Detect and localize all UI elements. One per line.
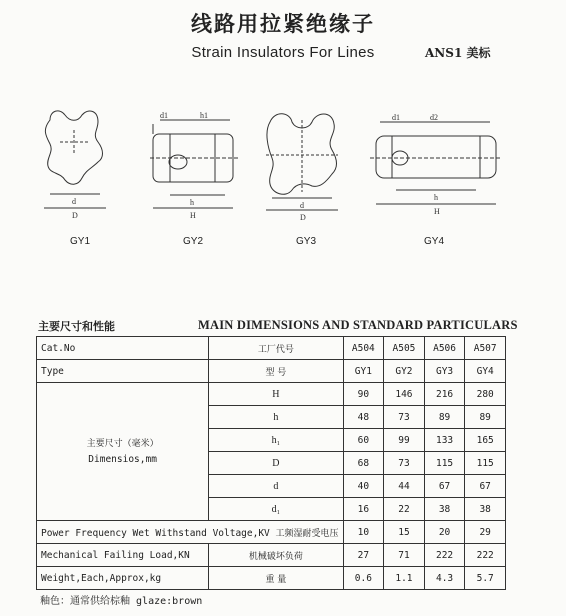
dim-label-h1: h1	[200, 111, 208, 120]
table-cell: GY3	[424, 360, 465, 383]
dimensions-label-cn: 主要尺寸（毫米）	[86, 438, 159, 449]
dimensions-label-en: Dimensios,mm	[88, 453, 157, 465]
dim-label-d: d	[72, 197, 76, 206]
dim-label-D-gy3: D	[300, 213, 306, 222]
table-cell: 73	[384, 452, 425, 475]
catno-label-en: Cat.No	[37, 337, 209, 360]
table-cell: 115	[424, 452, 465, 475]
table-cell: A504	[343, 337, 384, 360]
mech-label-en: Mechanical Failing Load,KN	[37, 544, 209, 567]
table-cell: 71	[384, 544, 425, 567]
power-label-en: Power Frequency Wet Withstand Voltage,KV	[41, 527, 270, 539]
type-label-en: Type	[37, 360, 209, 383]
dim-label-h-gy4: h	[434, 193, 438, 202]
table-cell: A506	[424, 337, 465, 360]
power-label-cn: 工频湿耐受电压	[275, 528, 339, 539]
glaze-note-en: glaze:brown	[136, 596, 203, 607]
table-cell: GY4	[465, 360, 506, 383]
gy3-drawing	[266, 114, 338, 210]
dim-label-H: H	[190, 211, 196, 220]
glaze-note	[40, 592, 202, 607]
table-cell: 16	[343, 498, 384, 521]
type-label-cn: 型 号	[209, 360, 343, 383]
table-cell: 68	[343, 452, 384, 475]
table-cell: 89	[465, 406, 506, 429]
table-cell: 115	[465, 452, 506, 475]
dim-label-d1: d1	[160, 111, 168, 120]
section-title-cn: 主要尺寸和性能	[38, 320, 115, 333]
figure-label-gy1: GY1	[70, 236, 91, 247]
gy4-drawing	[370, 122, 502, 204]
table-row-type	[37, 360, 506, 383]
table-cell: 10	[343, 521, 384, 544]
dim-label-d-gy3: d	[300, 201, 304, 210]
dim-label-d1-gy4: d1	[392, 113, 400, 122]
catno-label-cn: 工厂代号	[209, 337, 343, 360]
insulator-drawings	[20, 100, 540, 230]
table-row-weight	[37, 567, 506, 590]
table-cell: 90	[343, 383, 384, 406]
table-cell: 38	[424, 498, 465, 521]
dim-symbol: D	[209, 452, 343, 475]
table-cell: 20	[424, 521, 465, 544]
dimensions-label	[37, 383, 209, 521]
table-cell: 29	[465, 521, 506, 544]
figure-label-gy2: GY2	[183, 236, 204, 247]
table-cell: 27	[343, 544, 384, 567]
gy1-drawing	[44, 111, 106, 208]
table-cell: 73	[384, 406, 425, 429]
table-cell: 40	[343, 475, 384, 498]
glaze-note-cn: 釉色：通常供给棕釉	[40, 596, 130, 607]
table-cell: 60	[343, 429, 384, 452]
table-cell: 15	[384, 521, 425, 544]
specifications-table	[36, 336, 506, 590]
mech-label-cn: 机械破坏负荷	[209, 544, 343, 567]
dim-symbol: H	[209, 383, 343, 406]
table-cell: 5.7	[465, 567, 506, 590]
table-row-power	[37, 521, 506, 544]
table-cell: A507	[465, 337, 506, 360]
table-cell: 165	[465, 429, 506, 452]
table-cell: 67	[424, 475, 465, 498]
table-cell: 67	[465, 475, 506, 498]
table-cell: 216	[424, 383, 465, 406]
table-cell: 133	[424, 429, 465, 452]
table-cell: 4.3	[424, 567, 465, 590]
table-cell: 222	[465, 544, 506, 567]
weight-label-en: Weight,Each,Approx,kg	[37, 567, 209, 590]
table-row-mech	[37, 544, 506, 567]
table-cell: 146	[384, 383, 425, 406]
dim-label-d2: d2	[430, 113, 438, 122]
table-cell: 280	[465, 383, 506, 406]
table-cell: GY2	[384, 360, 425, 383]
table-cell: 38	[465, 498, 506, 521]
table-cell: GY1	[343, 360, 384, 383]
table-cell: 1.1	[384, 567, 425, 590]
dim-symbol: h₁	[209, 429, 343, 452]
table-cell: 48	[343, 406, 384, 429]
dim-label-h: h	[190, 198, 194, 207]
table-cell: 99	[384, 429, 425, 452]
table-cell: 222	[424, 544, 465, 567]
section-title-en: MAIN DIMENSIONS AND STANDARD PARTICULARS	[198, 318, 518, 332]
table-row-catno	[37, 337, 506, 360]
page-title-cn: 线路用拉紧绝缘子	[191, 12, 375, 36]
weight-label-cn: 重 量	[209, 567, 343, 590]
page-title-en: Strain Insulators For Lines	[191, 44, 375, 61]
figure-label-gy3: GY3	[296, 236, 317, 247]
table-row-dim-H	[37, 383, 506, 406]
table-cell: A505	[384, 337, 425, 360]
gy2-drawing	[150, 120, 240, 208]
dim-label-H-gy4: H	[434, 207, 440, 216]
power-label	[37, 521, 344, 544]
dim-symbol: d₁	[209, 498, 343, 521]
dim-symbol: h	[209, 406, 343, 429]
dim-symbol: d	[209, 475, 343, 498]
table-cell: 22	[384, 498, 425, 521]
standard-label: ANS1 美标	[425, 46, 491, 60]
dim-label-D: D	[72, 211, 78, 220]
figure-label-gy4: GY4	[424, 236, 445, 247]
table-cell: 89	[424, 406, 465, 429]
table-cell: 0.6	[343, 567, 384, 590]
table-cell: 44	[384, 475, 425, 498]
